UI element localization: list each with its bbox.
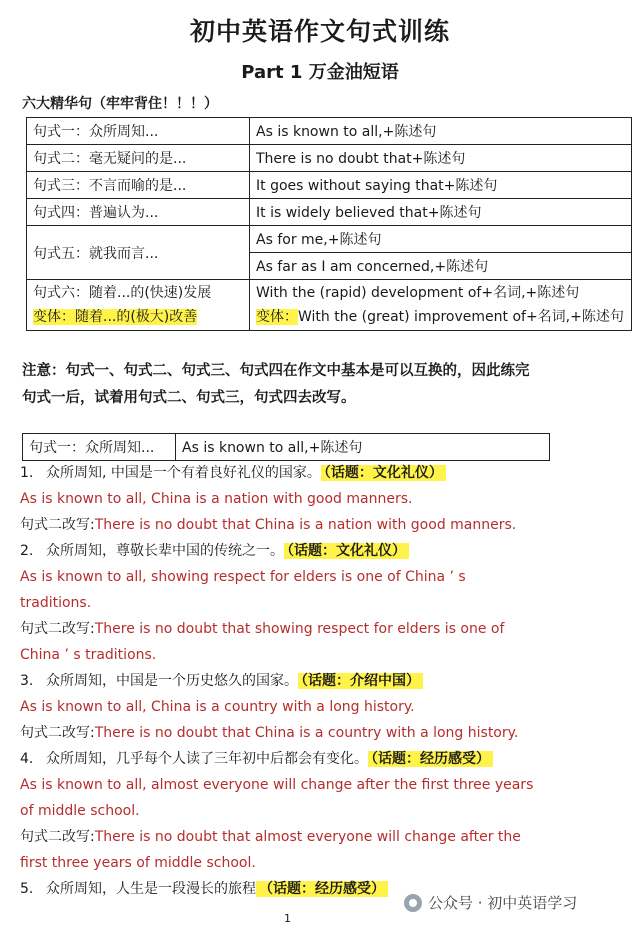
topic-badge: （话题：介绍中国） xyxy=(298,673,423,689)
table-cell-en-line: With the (rapid) development of+名词,+陈述句 xyxy=(256,285,580,301)
example-zh: 众所周知，中国是一个历史悠久的国家。 xyxy=(46,673,298,689)
variant-label: 变体： xyxy=(256,309,298,325)
note-text xyxy=(22,358,622,412)
rewrite-text: There is no doubt that China is a country with a long history. xyxy=(94,725,519,741)
rewrite-text: There is no doubt that China is a nation with good manners. xyxy=(94,517,517,533)
examples-list xyxy=(20,460,630,902)
example-zh-line xyxy=(20,746,630,772)
example-zh: 众所周知，人生是一段漫长的旅程 xyxy=(46,881,256,897)
rewrite-text: There is no doubt that almost everyone will change after the xyxy=(94,829,521,845)
rewrite-label: 句式二改写: xyxy=(20,829,95,845)
topic-badge: （话题：文化礼仪） xyxy=(321,465,446,481)
example-en-line: As is known to all, China is a country with a long history. xyxy=(20,699,415,715)
rewrite-line xyxy=(20,512,630,538)
watermark xyxy=(404,892,577,913)
example-zh: 众所周知，几乎每个人读了三年初中后都会有变化。 xyxy=(46,751,368,767)
page-subtitle: Part 1 万金油短语 xyxy=(241,62,399,83)
rewrite-text: first three years of middle school. xyxy=(20,855,256,871)
page-title: 初中英语作文句式训练 xyxy=(189,17,450,46)
example-number: 5. xyxy=(20,881,34,897)
table-cell-en: As far as I am concerned,+陈述句 xyxy=(250,253,632,280)
table-row xyxy=(27,172,632,199)
example-zh: 众所周知, 中国是一个有着良好礼仪的国家。 xyxy=(46,465,321,481)
table-cell-en: There is no doubt that+陈述句 xyxy=(250,145,632,172)
example-en-line: traditions. xyxy=(20,595,92,611)
variant-highlight: 变体：随着...的(极大)改善 xyxy=(33,309,198,325)
table-cell-en: As for me,+陈述句 xyxy=(250,226,632,253)
table-row xyxy=(27,226,632,253)
example-zh: 众所周知，尊敬长辈中国的传统之一。 xyxy=(46,543,284,559)
topic-badge: （话题：经历感受） xyxy=(256,881,388,897)
table-cell-zh-line: 句式六：随着...的(快速)发展 xyxy=(33,285,212,301)
table-cell-zh: 句式二：毫无疑问的是... xyxy=(27,145,250,172)
table-row xyxy=(23,434,550,461)
table-cell-zh: 句式一：众所周知... xyxy=(27,118,250,145)
table-cell-en: It is widely believed that+陈述句 xyxy=(250,199,632,226)
watermark-text: 公众号 · 初中英语学习 xyxy=(428,894,578,912)
example-en-line: of middle school. xyxy=(20,803,140,819)
wechat-icon xyxy=(404,894,422,912)
table-cell-en-line: With the (great) improvement of+名词,+陈述句 xyxy=(298,309,624,325)
topic-badge: （话题：经历感受） xyxy=(368,751,493,767)
section-label: 六大精华句（牢牢背住！！！） xyxy=(22,96,218,112)
example-number: 4. xyxy=(20,751,34,767)
rewrite-label: 句式二改写: xyxy=(20,621,95,637)
example-number: 2. xyxy=(20,543,34,559)
table-row xyxy=(27,280,632,331)
table-cell-en xyxy=(250,280,632,331)
example-zh-line xyxy=(20,668,630,694)
example-zh-line xyxy=(20,460,630,486)
table-row xyxy=(27,145,632,172)
page-number: 1 xyxy=(284,912,291,925)
example-number: 1. xyxy=(20,465,34,481)
table-cell-zh: 句式四：普遍认为... xyxy=(27,199,250,226)
table-cell-en: As is known to all,+陈述句 xyxy=(176,434,550,461)
rewrite-line xyxy=(20,616,630,642)
rewrite-label: 句式二改写: xyxy=(20,725,95,741)
rewrite-text: China ’ s traditions. xyxy=(20,647,157,663)
table-cell-zh: 句式一：众所周知... xyxy=(23,434,176,461)
topic-badge: （话题：文化礼仪） xyxy=(284,543,409,559)
example-en-line: As is known to all, China is a nation with good manners. xyxy=(20,491,413,507)
rewrite-line xyxy=(20,720,630,746)
table-cell-zh: 句式三：不言而喻的是... xyxy=(27,172,250,199)
example-en-line: As is known to all, almost everyone will change after the first three years xyxy=(20,777,534,793)
rewrite-line xyxy=(20,824,630,850)
table-cell-en: It goes without saying that+陈述句 xyxy=(250,172,632,199)
rewrite-label: 句式二改写: xyxy=(20,517,95,533)
example-zh-line xyxy=(20,538,630,564)
table-row xyxy=(27,199,632,226)
example-en-line: As is known to all, showing respect for elders is one of China ’ s xyxy=(20,569,466,585)
rewrite-text: There is no doubt that showing respect for elders is one of xyxy=(94,621,505,637)
table-row xyxy=(27,118,632,145)
note-line: 句式一后，试着用句式二、句式三，句式四去改写。 xyxy=(22,390,356,406)
pattern-table xyxy=(22,433,550,461)
note-line: 注意：句式一、句式二、句式三、句式四在作文中基本是可以互换的，因此练完 xyxy=(22,363,530,379)
table-cell-en: As is known to all,+陈述句 xyxy=(250,118,632,145)
example-number: 3. xyxy=(20,673,34,689)
table-cell-zh: 句式五：就我而言... xyxy=(27,226,250,280)
phrase-table xyxy=(26,117,632,331)
table-cell-zh xyxy=(27,280,250,331)
